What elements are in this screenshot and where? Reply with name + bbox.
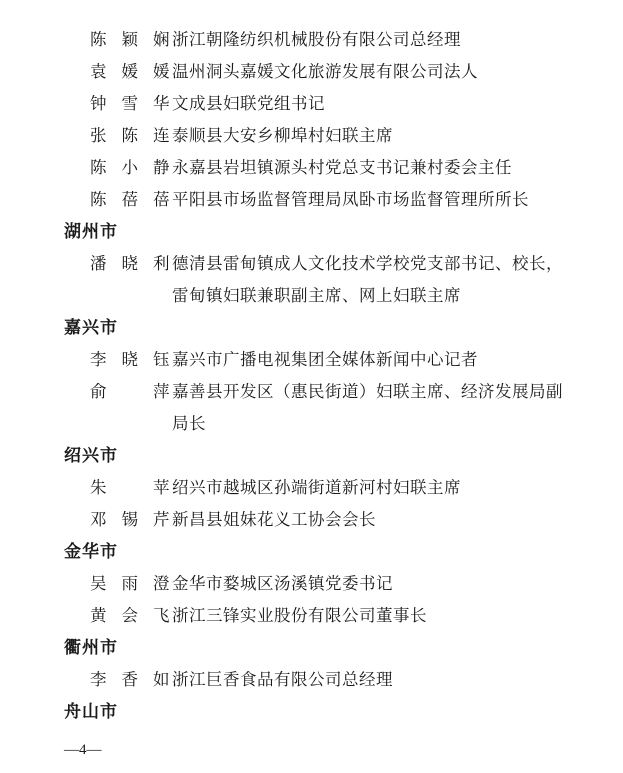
person-title: 文成县妇联党组书记 (172, 94, 325, 113)
person-title: 浙江三锋实业股份有限公司董事长 (172, 606, 427, 625)
person-row (0, 184, 623, 216)
person-name: 李香如 (90, 670, 170, 689)
person-title: 浙江朝隆纺织机械股份有限公司总经理 (172, 30, 461, 49)
person-row (0, 120, 623, 152)
region-heading: 衢州市 (64, 638, 118, 658)
person-name: 袁媛媛 (90, 62, 170, 81)
person-name: 吴雨澄 (90, 574, 170, 593)
person-title: 绍兴市越城区孙端街道新河村妇联主席 (172, 478, 461, 497)
honoree-list (0, 24, 623, 728)
person-row (0, 600, 623, 632)
person-title: 德清县雷甸镇成人文化技术学校党支部书记、校长，雷甸镇妇联兼职副主席、网上妇联主席 (172, 254, 563, 305)
person-row (0, 568, 623, 600)
person-row (0, 88, 623, 120)
person-row (0, 472, 623, 504)
person-name: 陈蓓蓓 (90, 190, 170, 209)
person-title: 金华市婺城区汤溪镇党委书记 (172, 574, 393, 593)
person-row (0, 344, 623, 376)
page-number: —4— (64, 742, 102, 758)
person-name: 潘晓利 (90, 254, 170, 273)
person-title: 新昌县姐妹花义工协会会长 (172, 510, 376, 529)
person-row (0, 152, 623, 184)
person-title: 嘉兴市广播电视集团全媒体新闻中心记者 (172, 350, 478, 369)
person-title: 温州洞头嘉媛文化旅游发展有限公司法人 (172, 62, 478, 81)
person-row (0, 24, 623, 56)
region-heading: 金华市 (64, 542, 118, 562)
person-title: 嘉善县开发区（惠民街道）妇联主席、经济发展局副局长 (172, 382, 563, 433)
person-row (0, 504, 623, 536)
person-row (0, 376, 623, 440)
region-heading: 绍兴市 (64, 446, 118, 466)
person-name: 陈小静 (90, 158, 170, 177)
person-title: 浙江巨香食品有限公司总经理 (172, 670, 393, 689)
region-heading: 嘉兴市 (64, 318, 118, 338)
region-heading: 舟山市 (64, 702, 118, 722)
person-name: 黄会飞 (90, 606, 170, 625)
region-heading: 湖州市 (64, 222, 118, 242)
person-title: 泰顺县大安乡柳埠村妇联主席 (172, 126, 393, 145)
person-name: 朱 苹 (90, 478, 170, 497)
person-row (0, 664, 623, 696)
person-name: 邓锡芹 (90, 510, 170, 529)
person-row (0, 248, 623, 312)
person-name: 张陈连 (90, 126, 170, 145)
person-name: 陈颖娴 (90, 30, 170, 49)
person-row (0, 56, 623, 88)
person-name: 钟雪华 (90, 94, 170, 113)
person-name: 俞 萍 (90, 382, 170, 401)
person-title: 平阳县市场监督管理局凤卧市场监督管理所所长 (172, 190, 529, 209)
person-title: 永嘉县岩坦镇源头村党总支书记兼村委会主任 (172, 158, 512, 177)
person-name: 李晓钰 (90, 350, 170, 369)
